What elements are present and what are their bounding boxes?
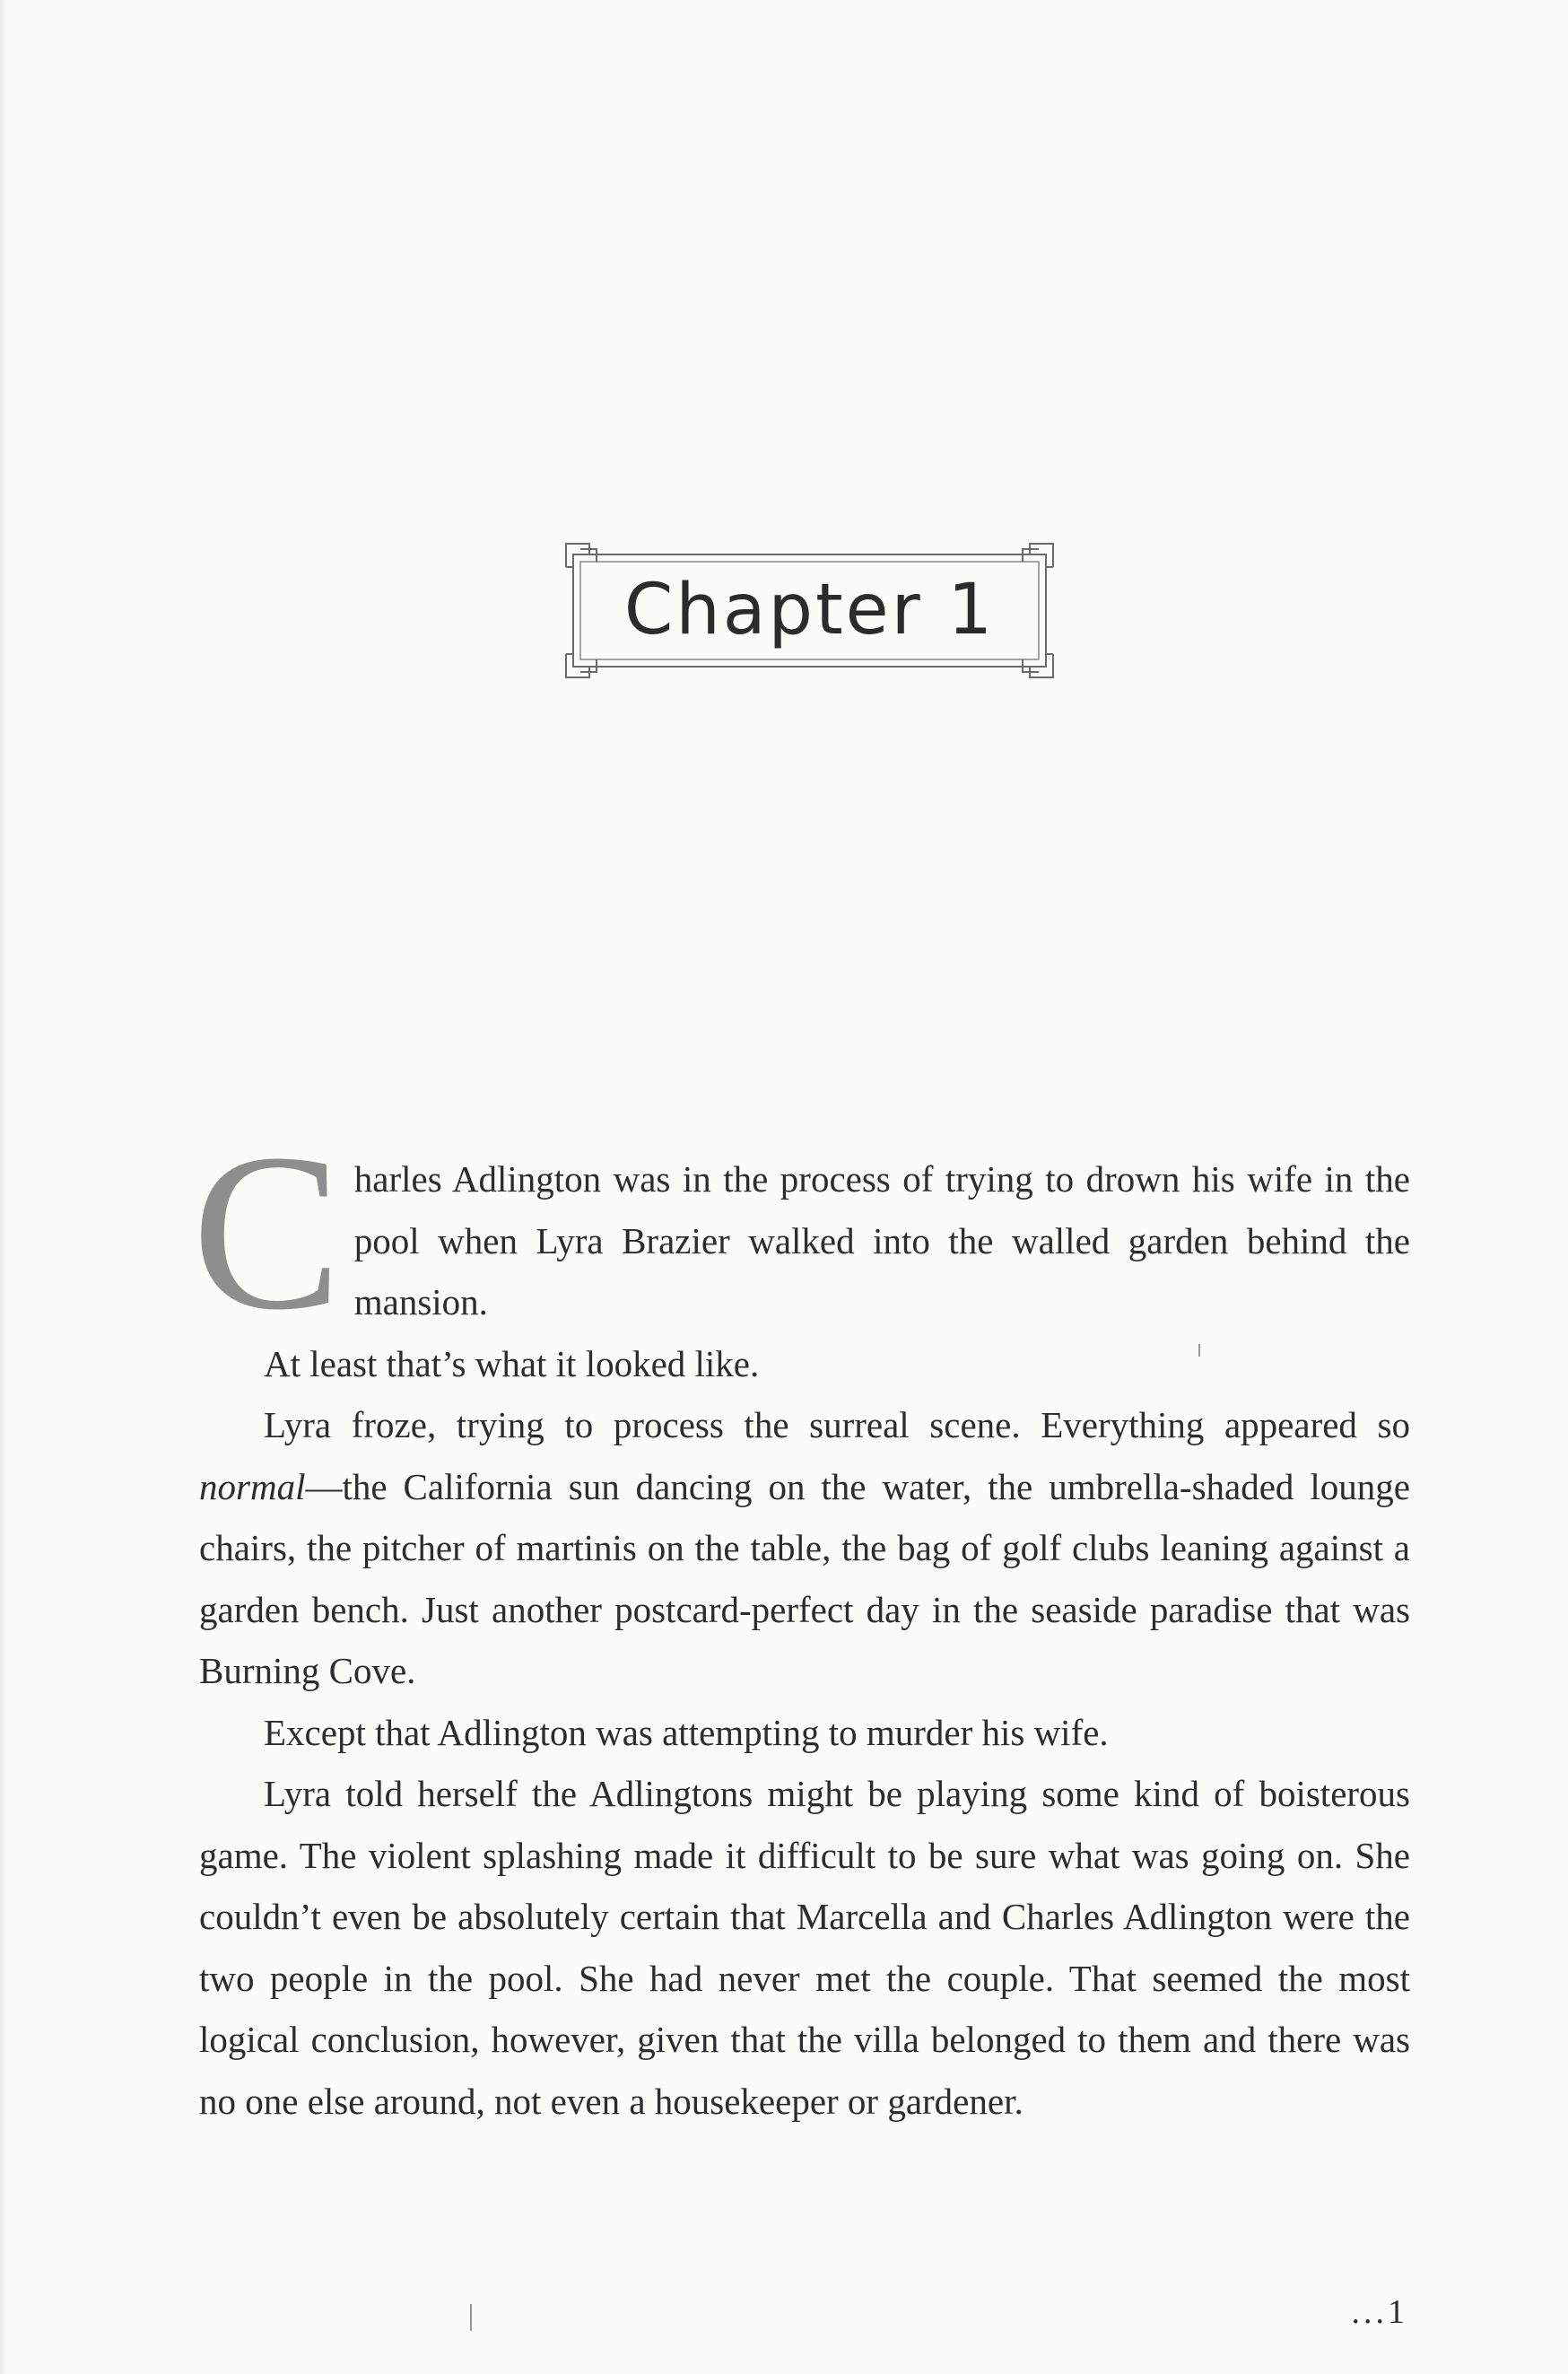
opening-text: harles Adlington was in the process of trying to drown his wife in the pool when Lyra Brazier walked into the walled garden behind the mansion.	[353, 1158, 1410, 1322]
chapter-heading	[561, 537, 1058, 685]
paragraph: Lyra told herself the Adlingtons might be playing some kind of boisterous game. The violent splashing made it difficult to be sure what was going on. She couldn’t even be absolutely certain that Marcella and Charles Adlington were the two people in the pool. She had never met the couple. That seemed the most logical conclusion, however, given that the villa belonged to them and there was no one else around, not even a housekeeper or gardener.	[199, 1773, 1410, 2122]
italic-word: normal	[199, 1465, 306, 1507]
paragraph: At least that’s what it looked like.	[264, 1342, 760, 1384]
chapter-body	[192, 1108, 1410, 2132]
opening-paragraph	[192, 1108, 1410, 1357]
scan-mark	[1198, 1344, 1200, 1357]
paragraph-text: Lyra froze, trying to process the surreal scene. Everything appeared so	[264, 1404, 1410, 1445]
paragraph: Except that Adlington was attempting to murder his wife.	[264, 1711, 1109, 1753]
page-number: ...1	[1351, 2293, 1408, 2331]
chapter-title: Chapter 1	[623, 570, 996, 650]
paragraph	[199, 1394, 1410, 1702]
page-edge	[0, 0, 7, 2374]
paragraph-text: —the California sun dancing on the water, the umbrella-shaded lounge chairs, the pitcher of martinis on the table, the bag of golf clubs leaning against a garden bench. Just another postcard-perfect day in the seaside paradise that was Burning Cove.	[199, 1465, 1410, 1691]
drop-cap: C	[192, 1108, 342, 1357]
scan-mark	[470, 2304, 472, 2331]
